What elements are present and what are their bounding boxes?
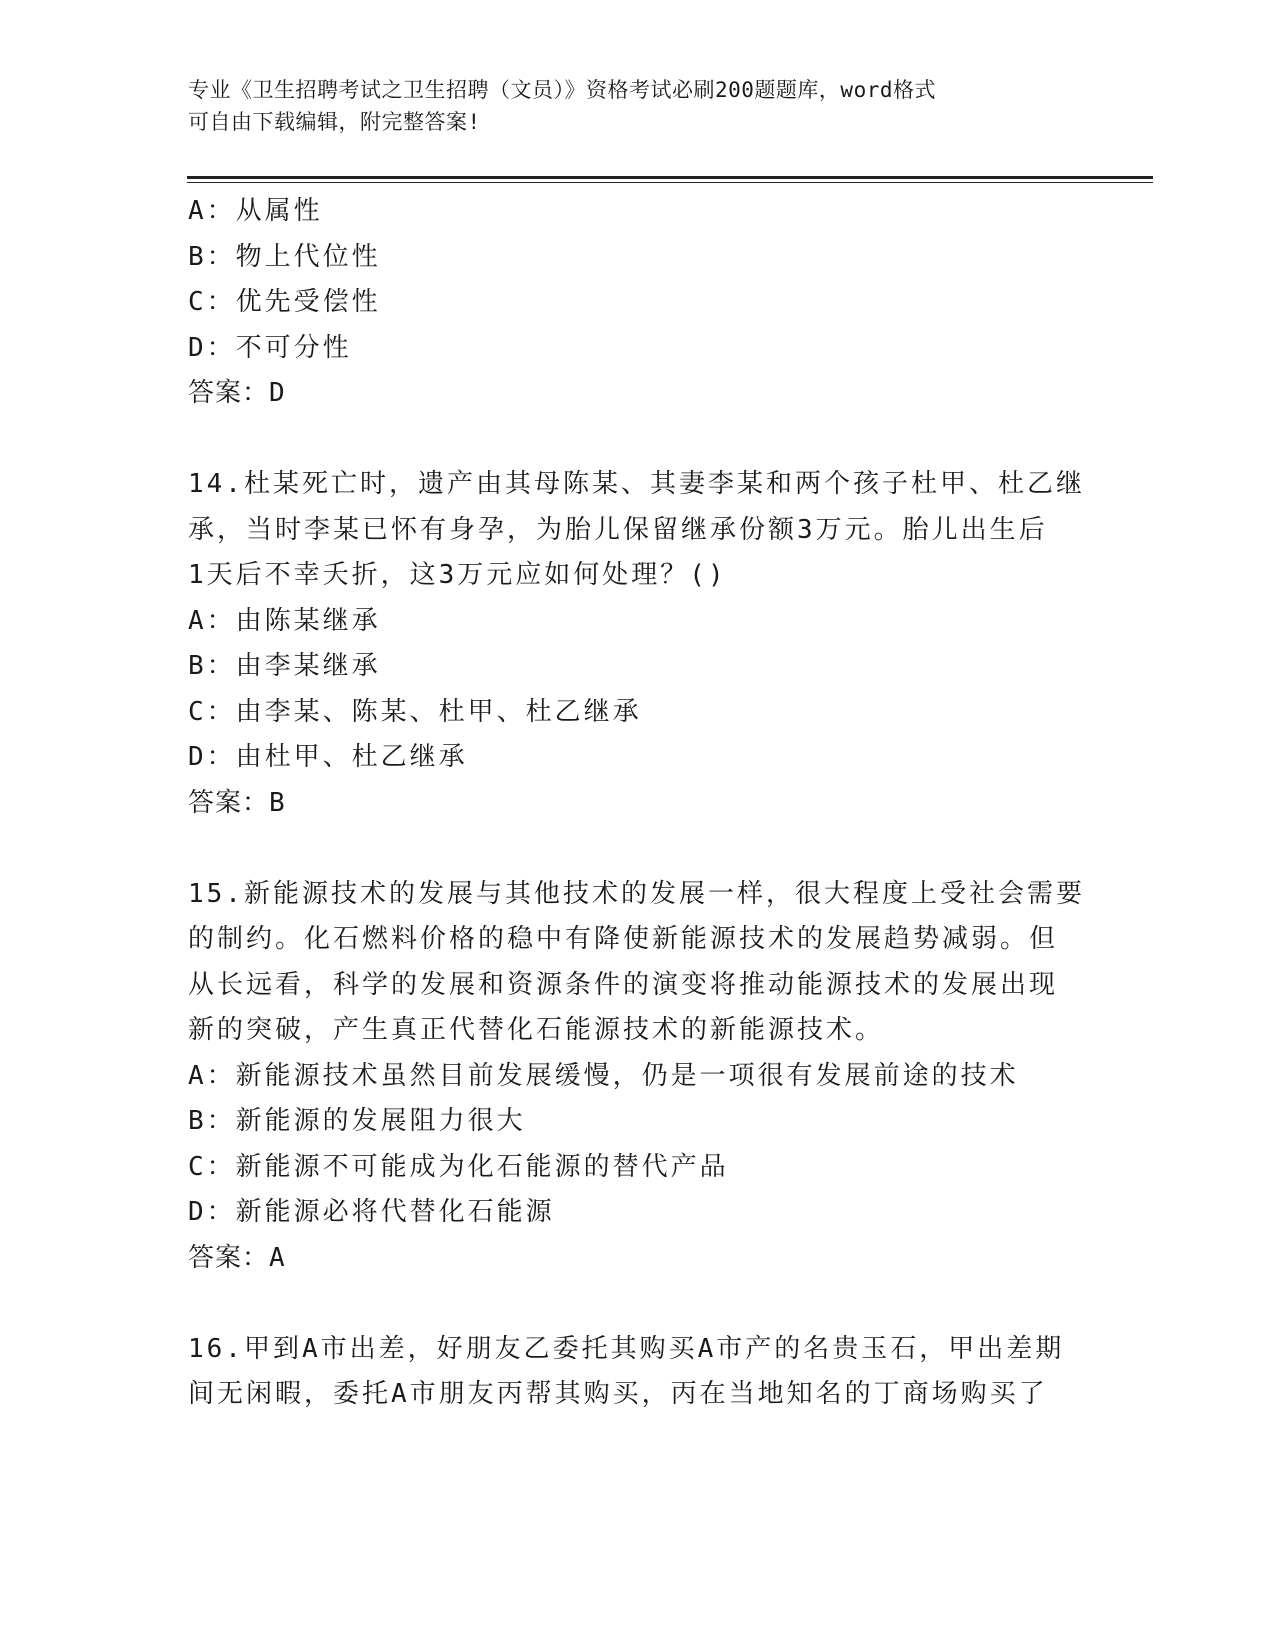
- question-14: [188, 462, 1088, 826]
- option-c: C：优先受偿性: [188, 287, 381, 317]
- question-15: [188, 872, 1088, 1282]
- header-rule-thick: [187, 176, 1153, 179]
- question-text-line: 从长远看，科学的发展和资源条件的演变将推动能源技术的发展出现: [188, 969, 1059, 1000]
- option-c: C：新能源不可能成为化石能源的替代产品: [188, 1151, 729, 1182]
- option-b: B：由李某继承: [188, 651, 381, 681]
- option-a: A：从属性: [188, 196, 323, 226]
- question-text-line: 1天后不幸夭折，这3万元应如何处理？(): [188, 560, 727, 590]
- header-line-2: 可自由下载编辑，附完整答案!: [188, 110, 481, 134]
- option-d: D：不可分性: [188, 332, 352, 363]
- question-text-line: 15.新能源技术的发展与其他技术的发展一样，很大程度上受社会需要: [188, 878, 1085, 909]
- header-rule-thin: [187, 182, 1153, 183]
- question-text-line: 的制约。化石燃料价格的稳中有降使新能源技术的发展趋势减弱。但: [188, 924, 1059, 954]
- option-d: D：由杜甲、杜乙继承: [188, 742, 468, 772]
- question-text-line: 承，当时李某已怀有身孕，为胎儿保留继承份额3万元。胎儿出生后: [188, 514, 1048, 545]
- spacer: [188, 417, 1088, 463]
- document-header: [188, 74, 1068, 138]
- option-a: A：由陈某继承: [188, 605, 381, 636]
- question-text-line: 16.甲到A市出差，好朋友乙委托其购买A市产的名贵玉石，甲出差期: [188, 1333, 1065, 1364]
- option-b: B：新能源的发展阻力很大: [188, 1106, 526, 1136]
- option-d: D：新能源必将代替化石能源: [188, 1197, 555, 1227]
- answer: 答案：D: [188, 378, 286, 408]
- question-text-line: 间无闲暇，委托A市朋友丙帮其购买，丙在当地知名的丁商场购买了: [188, 1379, 1048, 1409]
- question-text-line: 14.杜某死亡时，遗产由其母陈某、其妻李某和两个孩子杜甲、杜乙继: [188, 469, 1085, 499]
- question-13-continued: [188, 189, 1088, 417]
- answer: 答案：A: [188, 1242, 286, 1273]
- spacer: [188, 826, 1088, 872]
- spacer: [188, 1281, 1088, 1327]
- question-list: [188, 189, 1088, 1418]
- option-c: C：由李某、陈某、杜甲、杜乙继承: [188, 696, 642, 727]
- question-16: [188, 1327, 1088, 1418]
- header-line-1: 专业《卫生招聘考试之卫生招聘（文员）》资格考试必刷200题题库，word格式: [188, 78, 936, 102]
- option-b: B：物上代位性: [188, 241, 381, 272]
- option-a: A：新能源技术虽然目前发展缓慢，仍是一项很有发展前途的技术: [188, 1060, 1019, 1091]
- question-text-line: 新的突破，产生真正代替化石能源技术的新能源技术。: [188, 1015, 885, 1045]
- answer: 答案：B: [188, 787, 286, 818]
